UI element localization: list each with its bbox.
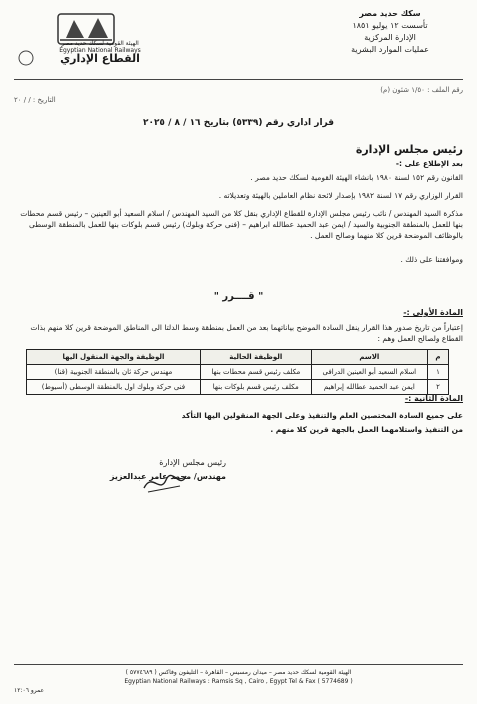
table-header-cell: الاسم: [311, 350, 427, 365]
table-cell: ايمن عبد الحميد عطالله إبراهيم: [311, 380, 427, 395]
table-cell: ١: [428, 365, 449, 380]
hr-operations: عمليات الموارد البشرية: [351, 45, 429, 54]
org-header: [315, 8, 465, 56]
table-row: [27, 365, 449, 380]
table-row: [27, 380, 449, 395]
clause-3: مذكرة السيد المهندس / نائب رئيس مجلس الإدارة للقطاع الإداري بنقل كلا من السيد المهندس / اسلام السعيد أبو العينين – رئيس قسم محطات بنها للعمل بالمنطقة الجنوبية والسيد / ايمن عبد الحميد عطالله ابراهيم – (فنى حركة وبلوك) رئيس قسم بلوكات بنها للعمل بالمنطقة الوسطى بالوظائف الموضحة قرين كلا منهما وصالح العمل .: [20, 209, 463, 240]
intro-text: بعد الإطلاع على :-: [395, 159, 463, 168]
footer-ref: عمرو ١٢:٠٦: [14, 687, 45, 694]
decree-title: قرار اداري رقم (٥٣٣٩) بتاريخ ١٦ / ٨ / ٢٠٢٥: [142, 118, 335, 128]
org-name: سكك حديد مصر: [359, 9, 421, 18]
table-header-row: [27, 350, 449, 365]
date-label: التاريخ : / / ٢٠: [14, 96, 56, 104]
founding-date: تأسست ١٢ يوليو ١٨٥١: [352, 21, 428, 30]
chairman-heading: رئيس مجلس الإدارة: [355, 143, 463, 156]
article2-line1: على جميع السادة المختصين العلم والتنفيذ وعلى الجهة المنقولين اليها التأكد: [181, 411, 463, 420]
table-cell: ٢: [428, 380, 449, 395]
clause-2: القرار الوزاري رقم ١٧ لسنة ١٩٨٢ بإصدار لائحة نظام العاملين بالهيئة وتعديلاته .: [218, 191, 463, 200]
decided-heading: " قــــرر ": [213, 291, 264, 302]
sector-title: القطاع الإداري: [60, 52, 140, 65]
table-cell: مهندس حركة ثان بالمنطقة الجنوبية (قنا): [27, 365, 201, 380]
signature-title: رئيس مجلس الإدارة: [159, 458, 226, 467]
clause-1: القانون رقم ١٥٢ لسنة ١٩٨٠ بانشاء الهيئة القومية لسكك حديد مصر .: [250, 173, 463, 182]
footer-english: Egyptian National Railways : Ramsis Sq , Cairo , Egypt Tel & Fax ( 5774689 ): [124, 678, 353, 685]
table-cell: مكلف رئيس قسم محطات بنها: [200, 365, 311, 380]
clause-4: وموافقتنا على ذلك .: [400, 255, 463, 264]
header-divider: [14, 79, 463, 80]
table-header-cell: الوظيفة والجهة المنقول اليها: [27, 350, 201, 365]
article1-text: إعتباراً من تاريخ صدور هذا القرار ينقل السادة الموضح بياناتهما بعد من العمل بمنطقة وسط الدلتا الى المناطق الموضحة قرين كلا منهم بذات القطاع ولصالح العمل وهم :: [30, 323, 463, 343]
central-admin: الإدارة المركزية: [364, 33, 416, 42]
table-header-cell: الوظيفة الحالية: [200, 350, 311, 365]
handwritten-signature-icon: [140, 468, 190, 498]
article2-heading: المادة الثانية :-: [404, 394, 463, 403]
table-header-cell: م: [428, 350, 449, 365]
footer-arabic: الهيئة القومية لسكك حديد مصر – ميدان رمسيس – القاهرة – التليفون وفاكس ( ٥٧٧٤٦٨٩ ): [125, 669, 352, 676]
table-cell: مكلف رئيس قسم بلوكات بنها: [200, 380, 311, 395]
article1-heading: المادة الأولى :-: [403, 308, 463, 317]
staff-transfer-table: [26, 349, 449, 395]
page-footer: [14, 664, 463, 695]
table-cell: اسلام السعيد أبو العينين الدرافى: [311, 365, 427, 380]
file-number: رقم الملف : ١/٥٠ شئون (م): [380, 86, 463, 94]
article2-line2: من التنفيذ واستلامهما العمل بالجهة قرين كلا منهم .: [270, 425, 463, 434]
signatory-name: مهندس/ محمد عامر عبدالعزيز: [109, 472, 226, 481]
logo-caption: الهيئة القومية لسكك حديد مصر Egyptian National Railways: [59, 40, 141, 54]
table-cell: فنى حركة وبلوك اول بالمنطقة الوسطى (أسيوط): [27, 380, 201, 395]
